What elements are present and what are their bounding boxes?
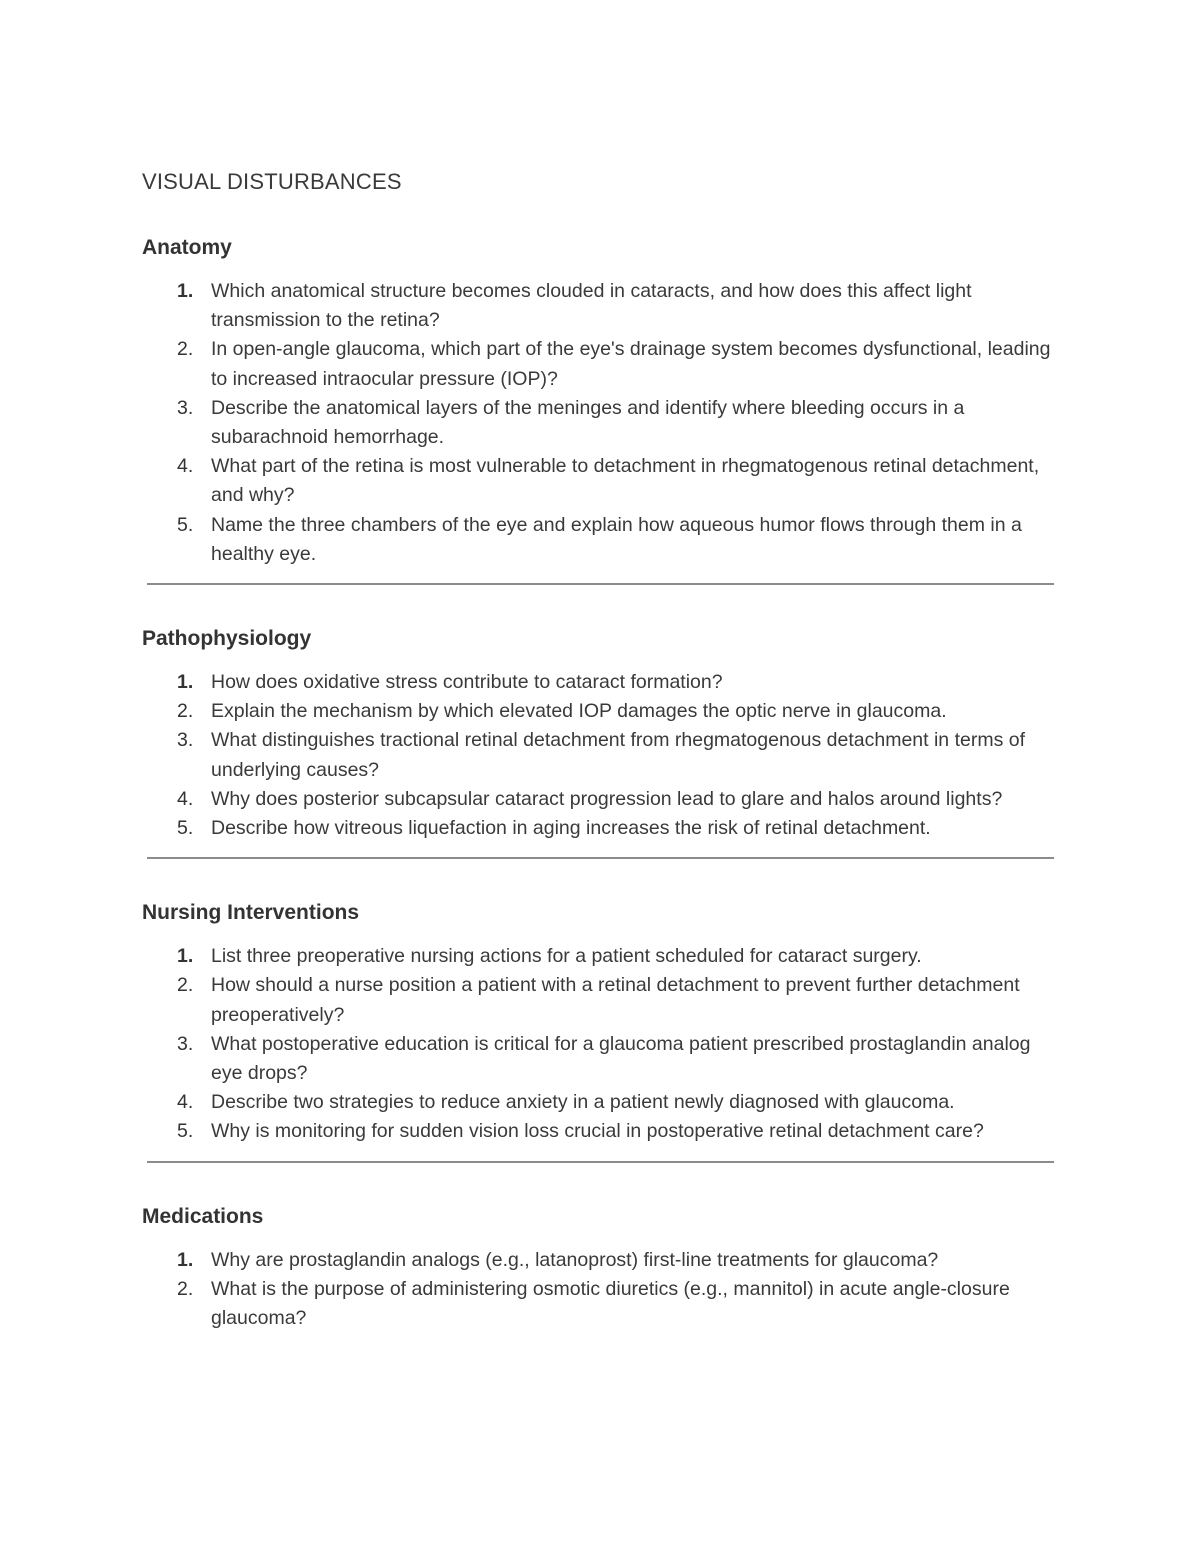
item-text: What is the purpose of administering osmotic diuretics (e.g., mannitol) in acute angle-closure glaucoma? — [211, 1277, 1010, 1330]
list-item — [142, 1117, 1056, 1146]
item-number: 1. — [177, 945, 194, 968]
item-number: 3. — [177, 1032, 194, 1055]
item-number: 5. — [177, 817, 194, 840]
item-text: In open-angle glaucoma, which part of the eye's drainage system becomes dysfunctional, leading to increased intraocular pressure (IOP)? — [211, 338, 1051, 390]
item-number: 2. — [177, 1277, 194, 1300]
item-number: 3. — [177, 729, 194, 752]
section-heading: Medications — [142, 1204, 264, 1228]
item-text: Name the three chambers of the eye and explain how aqueous humor flows through them in a healthy eye. — [211, 513, 1022, 565]
item-text: Describe how vitreous liquefaction in aging increases the risk of retinal detachment. — [211, 817, 931, 840]
item-text: How should a nurse position a patient with a retinal detachment to prevent further detachment preoperatively? — [211, 974, 1020, 1026]
item-text: What postoperative education is critical for a glaucoma patient prescribed prostaglandin analog eye drops? — [211, 1032, 1031, 1085]
list-item — [142, 668, 1056, 697]
question-list — [142, 277, 1056, 569]
item-text: List three preoperative nursing actions for a patient scheduled for cataract surgery. — [211, 945, 922, 968]
item-number: 1. — [177, 1248, 194, 1271]
section-nursing-interventions — [142, 898, 1056, 1162]
item-text: How does oxidative stress contribute to cataract formation? — [211, 671, 723, 694]
document-title: VISUAL DISTURBANCES — [142, 169, 402, 194]
question-list — [142, 942, 1056, 1146]
list-item — [142, 335, 1056, 393]
item-number: 4. — [177, 1091, 194, 1114]
item-text: Which anatomical structure becomes clouded in cataracts, and how does this affect light transmission to the retina? — [211, 280, 972, 332]
list-item — [142, 971, 1056, 1029]
item-number: 2. — [177, 974, 194, 997]
list-item — [142, 1246, 1056, 1275]
item-number: 4. — [177, 455, 194, 478]
item-number: 1. — [177, 280, 194, 302]
section-heading: Pathophysiology — [142, 627, 312, 651]
section-heading: Anatomy — [142, 236, 232, 259]
section-pathophysiology — [142, 624, 1056, 859]
list-item — [142, 697, 1056, 726]
item-text: What distinguishes tractional retinal detachment from rhegmatogenous detachment in terms of underlying causes? — [211, 729, 1026, 781]
item-text: Why are prostaglandin analogs (e.g., latanoprost) first-line treatments for glaucoma? — [211, 1248, 939, 1271]
list-item — [142, 452, 1056, 510]
question-list — [142, 668, 1056, 843]
item-number: 4. — [177, 787, 194, 810]
section-anatomy — [142, 233, 1056, 585]
list-item — [142, 942, 1056, 971]
item-text: Describe two strategies to reduce anxiety in a patient newly diagnosed with glaucoma. — [211, 1091, 955, 1114]
item-text: Explain the mechanism by which elevated IOP damages the optic nerve in glaucoma. — [211, 700, 947, 723]
item-number: 1. — [177, 671, 194, 694]
list-item — [142, 814, 1056, 843]
question-list — [142, 1246, 1056, 1334]
item-number: 5. — [177, 513, 194, 536]
section-divider — [147, 1161, 1054, 1163]
section-divider — [147, 583, 1054, 585]
item-number: 2. — [177, 700, 194, 723]
item-number: 2. — [177, 338, 194, 361]
item-text: Describe the anatomical layers of the meninges and identify where bleeding occurs in a subarachnoid hemorrhage. — [211, 396, 965, 449]
item-number: 3. — [177, 396, 194, 419]
item-number: 5. — [177, 1120, 194, 1143]
list-item — [142, 1088, 1056, 1117]
item-text: Why does posterior subcapsular cataract progression lead to glare and halos around lights? — [211, 787, 1003, 810]
section-heading: Nursing Interventions — [142, 901, 360, 925]
list-item — [142, 277, 1056, 335]
list-item — [142, 394, 1056, 452]
item-text: Why is monitoring for sudden vision loss crucial in postoperative retinal detachment care? — [211, 1120, 984, 1143]
list-item — [142, 1030, 1056, 1088]
item-text: What part of the retina is most vulnerable to detachment in rhegmatogenous retinal detachment, and why? — [211, 455, 1040, 507]
section-divider — [147, 857, 1054, 859]
list-item — [142, 511, 1056, 569]
list-item — [142, 785, 1056, 814]
document-page — [142, 166, 1056, 1333]
list-item — [142, 726, 1056, 784]
list-item — [142, 1275, 1056, 1333]
section-medications — [142, 1202, 1056, 1334]
